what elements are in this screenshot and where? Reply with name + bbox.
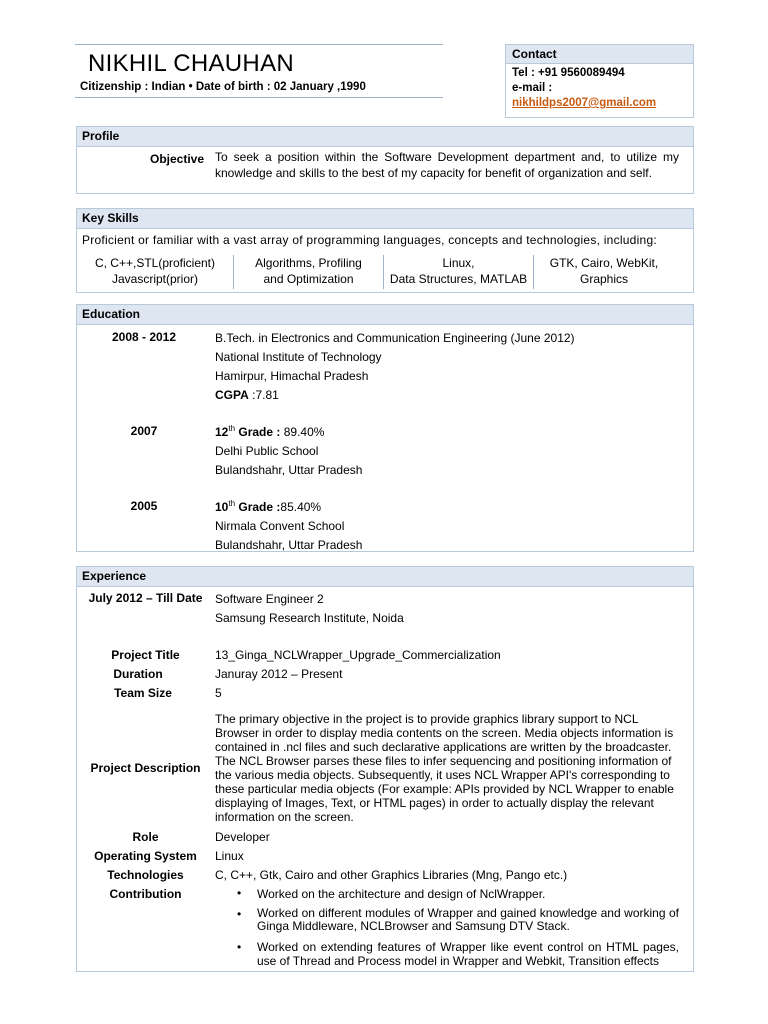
skill-column — [384, 255, 533, 287]
education-year: 2008 - 2012 — [111, 330, 177, 344]
technologies-value: C, C++, Gtk, Cairo and other Graphics Libraries (Mng, Pango etc.) — [215, 868, 568, 882]
education-year: 2005 — [130, 499, 158, 513]
grade-line — [215, 423, 362, 442]
skill-line: GTK, Cairo, WebKit, — [549, 256, 659, 270]
experience-job — [215, 590, 404, 628]
objective-label: Objective — [149, 152, 205, 166]
experience-section — [76, 566, 694, 972]
technologies-label: Technologies — [107, 868, 184, 882]
grade-line — [215, 386, 575, 405]
job-position: Software Engineer 2 — [215, 592, 324, 606]
grade-suffix: th — [228, 424, 236, 433]
team-size-value: 5 — [215, 686, 222, 700]
contribution-item: Worked on the architecture and design of NclWrapper. — [257, 887, 546, 901]
grade-line — [215, 498, 362, 517]
grade-number: 12 — [215, 425, 229, 439]
header-bottom-rule — [75, 97, 443, 98]
grade-value: :7.81 — [248, 388, 279, 402]
duration-label: Duration — [113, 667, 163, 681]
experience-heading: Experience — [77, 567, 693, 587]
bullet-icon: • — [237, 940, 242, 954]
contact-heading: Contact — [506, 45, 693, 64]
objective-text: To seek a position within the Software Development department and, to utilize my knowledge and skills to the best of my capacity for benefit of organization and self. — [215, 150, 679, 180]
skill-column — [234, 255, 383, 287]
contact-tel: Tel : +91 9560089494 — [512, 67, 625, 79]
role-label: Role — [132, 830, 159, 844]
institution-location: Hamirpur, Himachal Pradesh — [215, 369, 369, 383]
key-skills-section — [76, 208, 694, 293]
skill-line: Data Structures, MATLAB — [389, 272, 528, 286]
header-top-rule — [75, 44, 443, 45]
skill-line: Linux, — [442, 256, 475, 270]
citizenship-dob: Citizenship : Indian • Date of birth : 02 January ,1990 — [80, 81, 366, 93]
skill-column — [77, 255, 233, 287]
grade-suffix: th — [228, 499, 236, 508]
project-description-label: Project Description — [90, 761, 201, 775]
skill-line: Algorithms, Profiling — [255, 256, 362, 270]
bullet-icon: • — [237, 907, 242, 921]
grade-label: CGPA — [215, 388, 249, 402]
duration-value: Januray 2012 – Present — [215, 667, 343, 681]
bullet-icon: • — [237, 886, 242, 900]
profile-heading: Profile — [77, 127, 693, 147]
grade-value: 85.40% — [280, 500, 322, 514]
skill-line: Javascript(prior) — [111, 272, 198, 286]
contact-email-label: e-mail : — [512, 82, 553, 94]
education-entry — [215, 423, 362, 480]
team-size-label: Team Size — [114, 686, 172, 700]
project-title: 13_Ginga_NCLWrapper_Upgrade_Commercialization — [215, 648, 501, 662]
grade-label: Grade : — [235, 500, 281, 514]
education-heading: Education — [77, 305, 693, 325]
contact-email-link[interactable]: nikhildps2007@gmail.com — [512, 97, 657, 109]
operating-system-value: Linux — [215, 849, 244, 863]
project-description: The primary objective in the project is to provide graphics library support to NCL Browser in order to display media contents on the screen. Media objects information is contained in .ncl files and such declarative applications are written by the broadcaster. The NCL Browser parses these files to infer sequencing and positioning information of the various media objects. Subsequently, it uses NCL Wrapper API's corresponding to these particular media objects (For example: APIs provided by NCL Wrapper to enable displaying of Images, Text, or HTML pages) in order to actually display the relevant information on the screen. — [215, 712, 674, 824]
contribution-item: Worked on different modules of Wrapper and gained knowledge and working of Ginga Middleware, NCLBrowser and Samsung DTV Stack. — [257, 906, 679, 933]
contribution-item: Worked on extending features of Wrapper like event control on HTML pages, use of Thread and Process model in Wrapper and Webkit, Transition effects — [257, 940, 679, 968]
institution-name: Nirmala Convent School — [215, 519, 345, 533]
skill-line: C, C++,STL(proficient) — [94, 256, 216, 270]
skill-column — [534, 255, 674, 287]
skill-line: Graphics — [579, 272, 629, 286]
profile-section — [76, 126, 694, 194]
contribution-label: Contribution — [109, 887, 182, 901]
institution-name: Delhi Public School — [215, 444, 319, 458]
institution-location: Bulandshahr, Uttar Pradesh — [215, 538, 363, 552]
contact-box — [505, 44, 694, 118]
institution-location: Bulandshahr, Uttar Pradesh — [215, 463, 363, 477]
education-section — [76, 304, 694, 552]
grade-value: 89.40% — [280, 425, 325, 439]
key-skills-heading: Key Skills — [77, 209, 693, 229]
candidate-name: NIKHIL CHAUHAN — [88, 50, 295, 77]
grade-number: 10 — [215, 500, 229, 514]
grade-label: Grade : — [235, 425, 281, 439]
skills-intro: Proficient or familiar with a vast array of programming languages, concepts and technologies, including: — [82, 233, 657, 247]
experience-period: July 2012 – Till Date — [88, 591, 203, 605]
role-value: Developer — [215, 830, 270, 844]
job-company: Samsung Research Institute, Noida — [215, 611, 404, 625]
skill-line: and Optimization — [263, 272, 354, 286]
education-year: 2007 — [130, 424, 158, 438]
education-entry — [215, 329, 575, 405]
degree-text: B.Tech. in Electronics and Communication Engineering (June 2012) — [215, 331, 575, 345]
operating-system-label: Operating System — [94, 849, 197, 863]
project-title-label: Project Title — [111, 648, 180, 662]
institution-name: National Institute of Technology — [215, 350, 382, 364]
education-entry — [215, 498, 362, 555]
